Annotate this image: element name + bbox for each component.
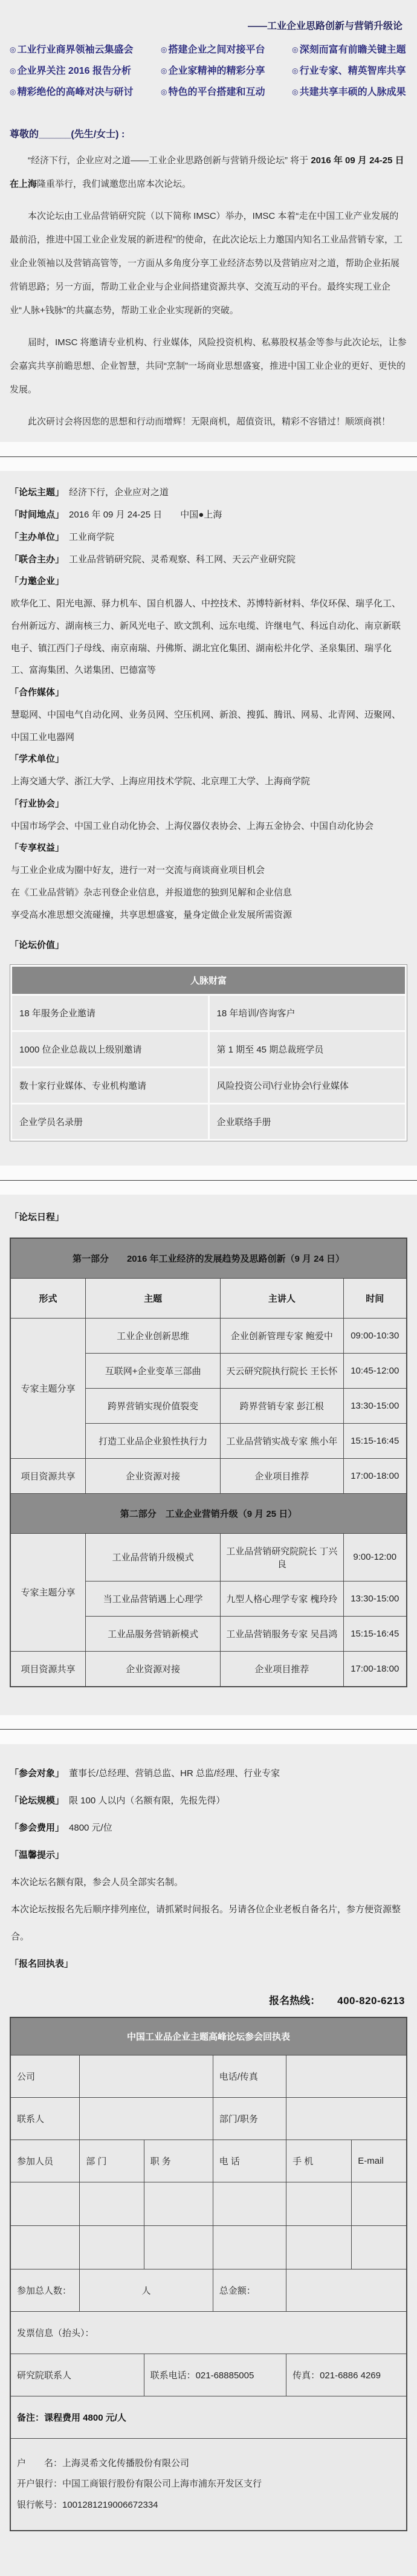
forum-value-table <box>10 964 407 1141</box>
info-section-label: 「合作媒体」 <box>10 687 65 698</box>
info-section-label: 「行业协会」 <box>10 798 65 809</box>
agenda-cell: 企业资源对接 <box>86 1651 221 1687</box>
highlight-item <box>161 44 292 57</box>
info-section-line: 欧华化工、阳光电源、驿力机车、国自机器人、中控技术、苏博特新材料、华仪环保、瑞孚化工、台州新远方、湖南核三力、新风光电子、欧文凯利、远东电缆、许继电气、科远自动化、南京新联电子、镇江西门子母线、南京南瑞、丹佛斯、湖北宜化集团、湖南松井化学、圣泉集团、瑞孚化工、富海集团、久诺集团、巴德富等 <box>11 599 401 676</box>
value-table-cell: 数十家行业媒体、专业机构邀请 <box>12 1068 208 1103</box>
value-table-cell: 企业学员名录册 <box>12 1105 208 1139</box>
letter-paragraph <box>10 331 407 401</box>
value-table-row <box>12 1105 405 1139</box>
value-table-row <box>12 996 405 1030</box>
highlight-item <box>161 86 292 99</box>
bank-account-line: 开户银行：中国工商银行股份有限公司上海市浦东开发区支行 <box>17 2479 262 2490</box>
agenda-cell: 九型人格心理学专家 槐玲玲 <box>221 1581 343 1616</box>
info-section-line: 本次论坛按报名先后顺序排列座位，请抓紧时间报名。另请各位企业老板自备名片，参方便资源整合。 <box>11 1904 401 1942</box>
registration-hotline <box>12 1992 405 2007</box>
info-section <box>10 482 407 504</box>
bullet-icon: ◎ <box>292 87 299 96</box>
divider-line <box>0 456 417 457</box>
document-subtitle: ——工业企业思路创新与营销升级论 <box>247 21 402 31</box>
highlight-text: 工业行业商界领袖云集盛会 <box>17 45 134 55</box>
phone-field[interactable] <box>213 2225 286 2269</box>
agenda-cell: 10:45-12:00 <box>343 1353 407 1388</box>
info-section <box>10 571 407 593</box>
attendance-info <box>10 1760 407 1977</box>
info-section <box>10 549 407 571</box>
highlight-item <box>161 65 292 78</box>
highlight-item <box>292 44 407 57</box>
info-section <box>10 748 407 771</box>
dept-label: 部 门 <box>80 2140 144 2182</box>
agenda-table <box>10 1238 407 1687</box>
invoice-label: 发票信息（抬头）： <box>10 2311 407 2354</box>
agenda-row <box>10 1318 407 1353</box>
attendee-field[interactable] <box>10 2225 80 2269</box>
agenda-cell: 工业品营销升级模式 <box>86 1533 221 1581</box>
value-table-cell: 18 年培训/咨询客户 <box>210 996 406 1030</box>
registration-section <box>0 1744 417 2576</box>
fax-number: 传真：021-6886 4269 <box>286 2354 407 2396</box>
company-field[interactable] <box>80 2055 213 2097</box>
highlight-item <box>10 65 161 78</box>
section-divider <box>0 1715 417 1744</box>
agenda-cell: 当工业品营销遇上心理学 <box>86 1581 221 1616</box>
agenda-cell: 跨界营销实现价值裂变 <box>86 1388 221 1423</box>
info-section-line: 慧聪网、中国电气自动化网、业务员网、空压机网、新浪、搜狐、腾讯、网易、北青网、迈聚网、中国工业电器网 <box>11 709 401 742</box>
bullet-icon: ◎ <box>161 66 167 75</box>
dept-field[interactable] <box>80 2182 144 2225</box>
info-section-text: 董事长/总经理、营销总监、HR 总监/经理、行业专家 <box>69 1768 280 1779</box>
salutation: 尊敬的______(先生/女士) : <box>10 129 125 140</box>
agenda-row <box>10 1533 407 1581</box>
info-section-line: 在《工业品营销》杂志刊登企业信息，并报道您的独到见解和企业信息 <box>11 887 293 898</box>
agenda-cell: 打造工业品企业狼性执行力 <box>86 1423 221 1458</box>
dept-pos-field[interactable] <box>286 2097 407 2140</box>
info-section-text: 4800 元/位 <box>69 1822 112 1833</box>
agenda-columns-row <box>10 1278 407 1318</box>
info-section-text: 经济下行，企业应对之道 <box>69 487 169 498</box>
tel-fax-label: 电话/传真 <box>213 2055 286 2097</box>
bullet-icon: ◎ <box>161 87 167 96</box>
forum-info-section <box>0 471 417 1141</box>
bullet-icon: ◎ <box>292 66 299 75</box>
info-section <box>10 1787 407 1814</box>
agenda-cell: 企业项目推荐 <box>221 1651 343 1687</box>
info-section-label: 「论坛价值」 <box>10 940 65 951</box>
registration-form-table <box>10 2017 407 2532</box>
info-section-label: 「主办单位」 <box>10 531 65 542</box>
paragraph-text: “经济下行，企业应对之道——工业企业思路创新与营销升级论坛” 将于 <box>28 155 311 166</box>
divider-line <box>0 1180 417 1181</box>
value-table-cell: 第 1 期至 45 期总裁班学员 <box>210 1032 406 1066</box>
agenda-label <box>10 1207 407 1229</box>
info-section <box>10 793 407 816</box>
info-section <box>10 1841 407 1869</box>
agenda-cell: 互联网+企业变革三部曲 <box>86 1353 221 1388</box>
dept-pos-label: 部门/职务 <box>213 2097 286 2140</box>
phone-label: 电 话 <box>213 2140 286 2182</box>
info-section-line: 中国市场学会、中国工业自动化协会、上海仪器仪表协会、上海五金协会、中国自动化协会 <box>11 820 374 831</box>
agenda-section <box>0 1195 417 1687</box>
bullet-icon: ◎ <box>10 45 16 54</box>
info-section-label: 「联合主办」 <box>10 554 65 565</box>
section-divider <box>0 442 417 471</box>
info-section-text: 工业品营销研究院、灵希观察、科工网、天云产业研究院 <box>69 554 296 565</box>
info-section-label: 「论坛规模」 <box>10 1795 65 1806</box>
paragraph-text: 此次研讨会将因您的思想和行动而增辉！无限商机，超值资讯，精彩不容错过！顺颂商祺！ <box>28 417 391 427</box>
agenda-cell: 工业品营销研究院院长 丁兴良 <box>221 1533 343 1581</box>
agenda-cell: 17:00-18:00 <box>343 1458 407 1493</box>
info-section <box>10 1814 407 1841</box>
highlight-text: 特色的平台搭建和互动 <box>168 86 265 97</box>
mobile-label: 手 机 <box>286 2140 352 2182</box>
mobile-field[interactable] <box>286 2225 352 2269</box>
info-section-line: 上海交通大学、浙江大学、上海应用技术学院、北京理工大学、上海商学院 <box>11 776 311 787</box>
paragraph-text: 届时，IMSC 将邀请专业机构、行业媒体，风险投资机构、私募股权基金等参与此次论坛，让参会嘉宾共享前瞻思想、企业智慧，共同“烹制”一场商业思想盛宴，推进中国工业企业的更好、更快的发展。 <box>10 337 407 395</box>
info-section <box>10 837 407 860</box>
agenda-column-header: 主讲人 <box>221 1278 343 1318</box>
reg-form-title: 中国工业品企业主题高峰论坛参会回执表 <box>10 2017 407 2055</box>
highlight-item <box>10 44 161 57</box>
highlight-text: 搭建企业之间对接平台 <box>168 45 265 55</box>
amount-field[interactable] <box>286 2269 407 2311</box>
info-section-label: 「论坛日程」 <box>10 1212 65 1223</box>
agenda-cell: 工业品营销实战专家 熊小年 <box>221 1423 343 1458</box>
email-field[interactable] <box>352 2182 407 2225</box>
letter-paragraph <box>10 149 407 196</box>
value-table-cell: 风险投资公司\行业协会\行业媒体 <box>210 1068 406 1103</box>
highlight-text: 共建共享丰硕的人脉成果 <box>299 86 406 97</box>
value-table-header-row <box>12 967 405 994</box>
agenda-cell: 9:00-12:00 <box>343 1533 407 1581</box>
highlight-text: 行业专家、精英智库共享 <box>299 65 406 76</box>
info-section <box>10 1950 407 1977</box>
agenda-cell: 09:00-10:30 <box>343 1318 407 1353</box>
bullet-icon: ◎ <box>292 45 299 54</box>
total-count-label: 参加总人数： <box>10 2269 80 2311</box>
agenda-cell: 工业品营销服务专家 吴昌鸿 <box>221 1616 343 1651</box>
hotline-label: 报名热线： <box>269 1994 321 2007</box>
dept-field[interactable] <box>80 2225 144 2269</box>
agenda-cell: 企业项目推荐 <box>221 1458 343 1493</box>
highlight-item <box>10 86 161 99</box>
agenda-column-header: 形式 <box>10 1278 86 1318</box>
agenda-cell: 13:30-15:00 <box>343 1581 407 1616</box>
info-section <box>10 682 407 704</box>
section-divider <box>0 1166 417 1195</box>
info-section <box>10 527 407 549</box>
bullet-icon: ◎ <box>161 45 167 54</box>
divider-line <box>0 1729 417 1730</box>
paragraph-text: 隆重举行，我们诚邀您出席本次论坛。 <box>37 179 192 190</box>
value-table-header: 人脉财富 <box>12 967 405 994</box>
agenda-part-title: 第二部分 工业企业营销升级（9 月 25 日） <box>10 1493 407 1533</box>
agenda-cell: 工业企业创新思维 <box>86 1318 221 1353</box>
mobile-field[interactable] <box>286 2182 352 2225</box>
info-section-label: 「参会对象」 <box>10 1768 65 1779</box>
value-table-row <box>12 1068 405 1103</box>
info-section-text: 2016 年 09 月 24-25 日 中国●上海 <box>69 510 222 521</box>
info-section-label: 「力邀企业」 <box>10 576 65 587</box>
hotline-number: 400-820-6213 <box>337 1994 405 2007</box>
bank-account-line: 户 名：上海灵希文化传播股份有限公司 <box>17 2458 190 2468</box>
info-section-label: 「专享权益」 <box>10 843 65 854</box>
agenda-cell: 15:15-16:45 <box>343 1423 407 1458</box>
value-table-row <box>12 1032 405 1066</box>
letter-paragraph <box>10 410 407 433</box>
info-section-label: 「论坛主题」 <box>10 487 65 498</box>
info-section-label: 「参会费用」 <box>10 1822 65 1833</box>
info-section-line: 本次论坛名额有限，参会人员全部实名制。 <box>11 1877 184 1887</box>
highlight-item <box>292 86 407 99</box>
bullet-icon: ◎ <box>10 87 16 96</box>
agenda-cell: 天云研究院执行院长 王长怀 <box>221 1353 343 1388</box>
info-section-line: 享受高水准思想交流碰撞，共享思想盛宴，量身定做企业发展所需资源 <box>11 909 293 920</box>
value-table-cell: 企业联络手册 <box>210 1105 406 1139</box>
letter-body <box>10 149 407 433</box>
highlight-text: 深刻而富有前瞻关键主题 <box>299 45 406 55</box>
attendee-label: 参加人员 <box>10 2140 80 2182</box>
value-table-label <box>10 935 407 957</box>
highlight-text: 企业家精神的精彩分享 <box>168 65 265 76</box>
bullet-icon: ◎ <box>10 66 16 75</box>
email-field[interactable] <box>352 2225 407 2269</box>
phone-field[interactable] <box>213 2182 286 2225</box>
agenda-cell: 工业品服务营销新模式 <box>86 1616 221 1651</box>
letter-section <box>0 0 417 433</box>
info-section-label: 「学术单位」 <box>10 754 65 765</box>
value-table-cell: 18 年服务企业邀请 <box>12 996 208 1030</box>
highlights-grid <box>10 36 407 102</box>
contact-label: 联系人 <box>10 2097 80 2140</box>
agenda-form-cell: 项目资源共享 <box>10 1458 86 1493</box>
agenda-cell: 跨界营销专家 彭江根 <box>221 1388 343 1423</box>
emphasis-text: 2016 年 09 月 24-25 日在上海 <box>10 155 404 190</box>
pos-label: 职 务 <box>144 2140 213 2182</box>
tel-fax-field[interactable] <box>286 2055 407 2097</box>
bottom-padding <box>10 2552 407 2576</box>
info-section-text: 工业商学院 <box>69 531 115 542</box>
info-section-line: 与工业企业成为圈中好友，进行一对一交流与商谈商业项目机会 <box>11 865 265 876</box>
highlight-text: 企业界关注 2016 报告分析 <box>17 65 131 76</box>
email-label: E-mail <box>352 2140 407 2182</box>
pos-field[interactable] <box>144 2225 213 2269</box>
bank-account-line: 银行帐号：1001281219006672334 <box>17 2499 158 2510</box>
attendee-field[interactable] <box>10 2182 80 2225</box>
agenda-cell: 15:15-16:45 <box>343 1616 407 1651</box>
info-section <box>10 1760 407 1787</box>
letter-paragraph <box>10 204 407 322</box>
highlight-text: 精彩绝伦的高峰对决与研讨 <box>17 86 134 97</box>
bank-account-info <box>10 2438 407 2531</box>
agenda-cell: 企业创新管理专家 鲍爱中 <box>221 1318 343 1353</box>
info-section-label: 「时间地点」 <box>10 510 65 521</box>
info-sections <box>10 482 407 926</box>
agenda-cell: 17:00-18:00 <box>343 1651 407 1687</box>
agenda-part-header <box>10 1238 407 1279</box>
agenda-cell: 企业资源对接 <box>86 1458 221 1493</box>
fee-note: 备注：课程费用 4800 元/人 <box>10 2396 407 2438</box>
agenda-column-header: 主题 <box>86 1278 221 1318</box>
agenda-part-title: 第一部分 2016 年工业经济的发展趋势及思路创新（9 月 24 日） <box>10 1238 407 1279</box>
agenda-form-cell: 专家主题分享 <box>10 1533 86 1651</box>
value-table-cell: 1000 位企业总裁以上级别邀请 <box>12 1032 208 1066</box>
agenda-cell: 13:30-15:00 <box>343 1388 407 1423</box>
agenda-form-cell: 项目资源共享 <box>10 1651 86 1687</box>
pos-field[interactable] <box>144 2182 213 2225</box>
info-section-label: 「报名回执表」 <box>10 1958 74 1969</box>
agenda-form-cell: 专家主题分享 <box>10 1318 86 1458</box>
agenda-row <box>10 1458 407 1493</box>
amount-label: 总金额： <box>213 2269 286 2311</box>
highlight-item <box>292 65 407 78</box>
agenda-row <box>10 1651 407 1687</box>
institute-contact-label: 研究院联系人 <box>10 2354 144 2396</box>
info-section <box>10 504 407 527</box>
total-count-unit[interactable]: 人 <box>80 2269 213 2311</box>
info-section-label: 「温馨提示」 <box>10 1849 65 1860</box>
agenda-column-header: 时间 <box>343 1278 407 1318</box>
agenda-part-header <box>10 1493 407 1533</box>
paragraph-text: 本次论坛由工业品营销研究院（以下简称 IMSC）举办，IMSC 本着“走在中国工业产业发展的最前沿，推进中国工业企业发展的新进程”的使命，在此次论坛上力邀国内知名工业品营销专家，工业企业领袖以及营销高管等，一方面从多角度分享工业经济态势以及营销应对之道，帮助企业拓展营销思路；另一方面，帮助工业企业与企业间搭建资源共享、交流互动的平台。最终实现工业企业“人脉+钱脉”的共赢态势，帮助工业企业实现新的突破。 <box>10 211 402 316</box>
contact-phone: 联系电话：021-68885005 <box>144 2354 286 2396</box>
company-label: 公司 <box>10 2055 80 2097</box>
info-section-text: 限 100 人以内（名额有限，先报先得） <box>69 1795 225 1806</box>
contact-field[interactable] <box>80 2097 213 2140</box>
